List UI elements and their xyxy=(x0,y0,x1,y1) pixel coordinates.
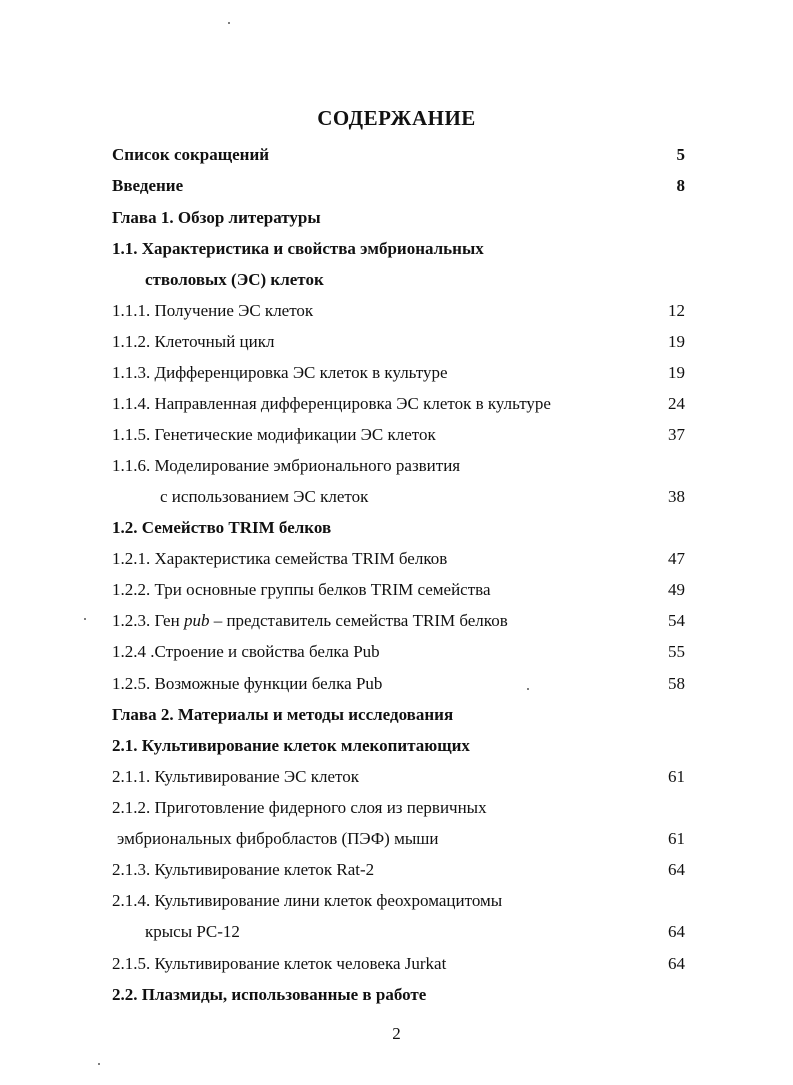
toc-entry-text: 1.2.5. Возможные функции белка Pub xyxy=(112,674,383,693)
toc-entry-text: 2.1.3. Культивирование клеток Rat-2 xyxy=(112,860,375,879)
toc-entry xyxy=(0,143,793,167)
toc-entry-text: эмбриональных фибробластов (ПЭФ) мыши xyxy=(117,829,439,848)
toc-entry xyxy=(0,423,793,447)
toc-entry-page: 38 xyxy=(668,487,685,506)
toc-entry xyxy=(0,516,793,540)
toc-entry-text: 2.1.4. Культивирование лини клеток феохромацитомы xyxy=(112,891,503,910)
toc-entry xyxy=(0,547,793,571)
toc-entry xyxy=(0,983,793,1007)
toc-entry-page: 64 xyxy=(668,860,685,879)
toc-entry-page: 64 xyxy=(668,922,685,941)
toc-entry-page: 37 xyxy=(668,425,685,444)
toc-entry xyxy=(0,361,793,385)
toc-entry xyxy=(0,734,793,758)
toc-entry-text: 1.2. Семейство TRIM белков xyxy=(112,518,332,537)
toc-entry-text: 1.1.1. Получение ЭС клеток xyxy=(112,301,314,320)
toc-entry xyxy=(0,827,793,851)
toc-entry-page: 58 xyxy=(668,674,685,693)
toc-entry xyxy=(0,640,793,664)
toc-entry-page: 64 xyxy=(668,954,685,973)
toc-entry-text: 2.1.2. Приготовление фидерного слоя из первичных xyxy=(112,798,487,817)
toc-entry-page: 8 xyxy=(676,176,685,195)
toc-entry-page: 5 xyxy=(676,145,685,164)
toc-entry-text: 2.1.1. Культивирование ЭС клеток xyxy=(112,767,359,786)
toc-entry-text: 1.1.4. Направленная дифференцировка ЭС клеток в культуре xyxy=(112,394,551,413)
toc-entry xyxy=(0,330,793,354)
toc-entry xyxy=(0,765,793,789)
scan-speck xyxy=(98,1063,100,1065)
toc-entry-page: 24 xyxy=(668,394,685,413)
toc-entry xyxy=(0,796,793,820)
toc-entry-text: 1.1.2. Клеточный цикл xyxy=(112,332,275,351)
toc-entry-text: 2.2. Плазмиды, использованные в работе xyxy=(112,985,427,1004)
page-number: 2 xyxy=(392,1024,401,1043)
toc-entry-text: 1.2.3. Ген pub – представитель семейства TRIM белков xyxy=(112,611,508,630)
toc-entry xyxy=(0,206,793,230)
toc-entry xyxy=(0,578,793,602)
toc-entry-text: Список сокращений xyxy=(112,145,270,164)
toc-entry xyxy=(0,858,793,882)
toc-entry-text: 1.2.4 .Строение и свойства белка Pub xyxy=(112,642,380,661)
toc-entry-text: Введение xyxy=(112,176,184,195)
toc-entry-text: 1.1. Характеристика и свойства эмбриональных xyxy=(112,239,484,258)
toc-entry-page: 61 xyxy=(668,829,685,848)
page-title: СОДЕРЖАНИЕ xyxy=(317,106,476,130)
toc-entry xyxy=(0,268,793,292)
scan-speck xyxy=(527,688,529,690)
toc-entry-text: 1.1.3. Дифференцировка ЭС клеток в культуре xyxy=(112,363,448,382)
toc-entry xyxy=(0,299,793,323)
toc-entry-text: 2.1.5. Культивирование клеток человека Jurkat xyxy=(112,954,447,973)
toc-entry-text: с использованием ЭС клеток xyxy=(160,487,369,506)
toc-entry-page: 55 xyxy=(668,642,685,661)
toc-entry-page: 47 xyxy=(668,549,685,568)
toc-entry-text: 1.2.1. Характеристика семейства TRIM белков xyxy=(112,549,448,568)
toc-entry-text: 1.1.5. Генетические модификации ЭС клеток xyxy=(112,425,436,444)
toc-entry-text: 2.1. Культивирование клеток млекопитающих xyxy=(112,736,470,755)
toc-entry xyxy=(0,392,793,416)
toc-entry xyxy=(0,920,793,944)
toc-entry-text: 1.1.6. Моделирование эмбрионального развития xyxy=(112,456,461,475)
toc-entry xyxy=(0,237,793,261)
scan-speck xyxy=(228,22,230,24)
toc-entry-page: 19 xyxy=(668,332,685,351)
toc-entry xyxy=(0,672,793,696)
toc-entry xyxy=(0,174,793,198)
toc-entry-text: стволовых (ЭС) клеток xyxy=(145,270,324,289)
toc-entry xyxy=(0,454,793,478)
toc-entry-text: Глава 2. Материалы и методы исследования xyxy=(112,705,454,724)
toc-entry-text: Глава 1. Обзор литературы xyxy=(112,208,321,227)
toc-entry-text: крысы PC-12 xyxy=(145,922,240,941)
toc-entry xyxy=(0,952,793,976)
scan-speck xyxy=(84,618,86,620)
toc-entry xyxy=(0,485,793,509)
toc-entry-page: 54 xyxy=(668,611,685,630)
toc-entry xyxy=(0,889,793,913)
toc-entry-page: 61 xyxy=(668,767,685,786)
toc-entry xyxy=(0,703,793,727)
toc-entry xyxy=(0,609,793,633)
toc-entry-text: 1.2.2. Три основные группы белков TRIM семейства xyxy=(112,580,491,599)
toc-entry-page: 12 xyxy=(668,301,685,320)
toc-entry-page: 49 xyxy=(668,580,685,599)
toc-entry-page: 19 xyxy=(668,363,685,382)
